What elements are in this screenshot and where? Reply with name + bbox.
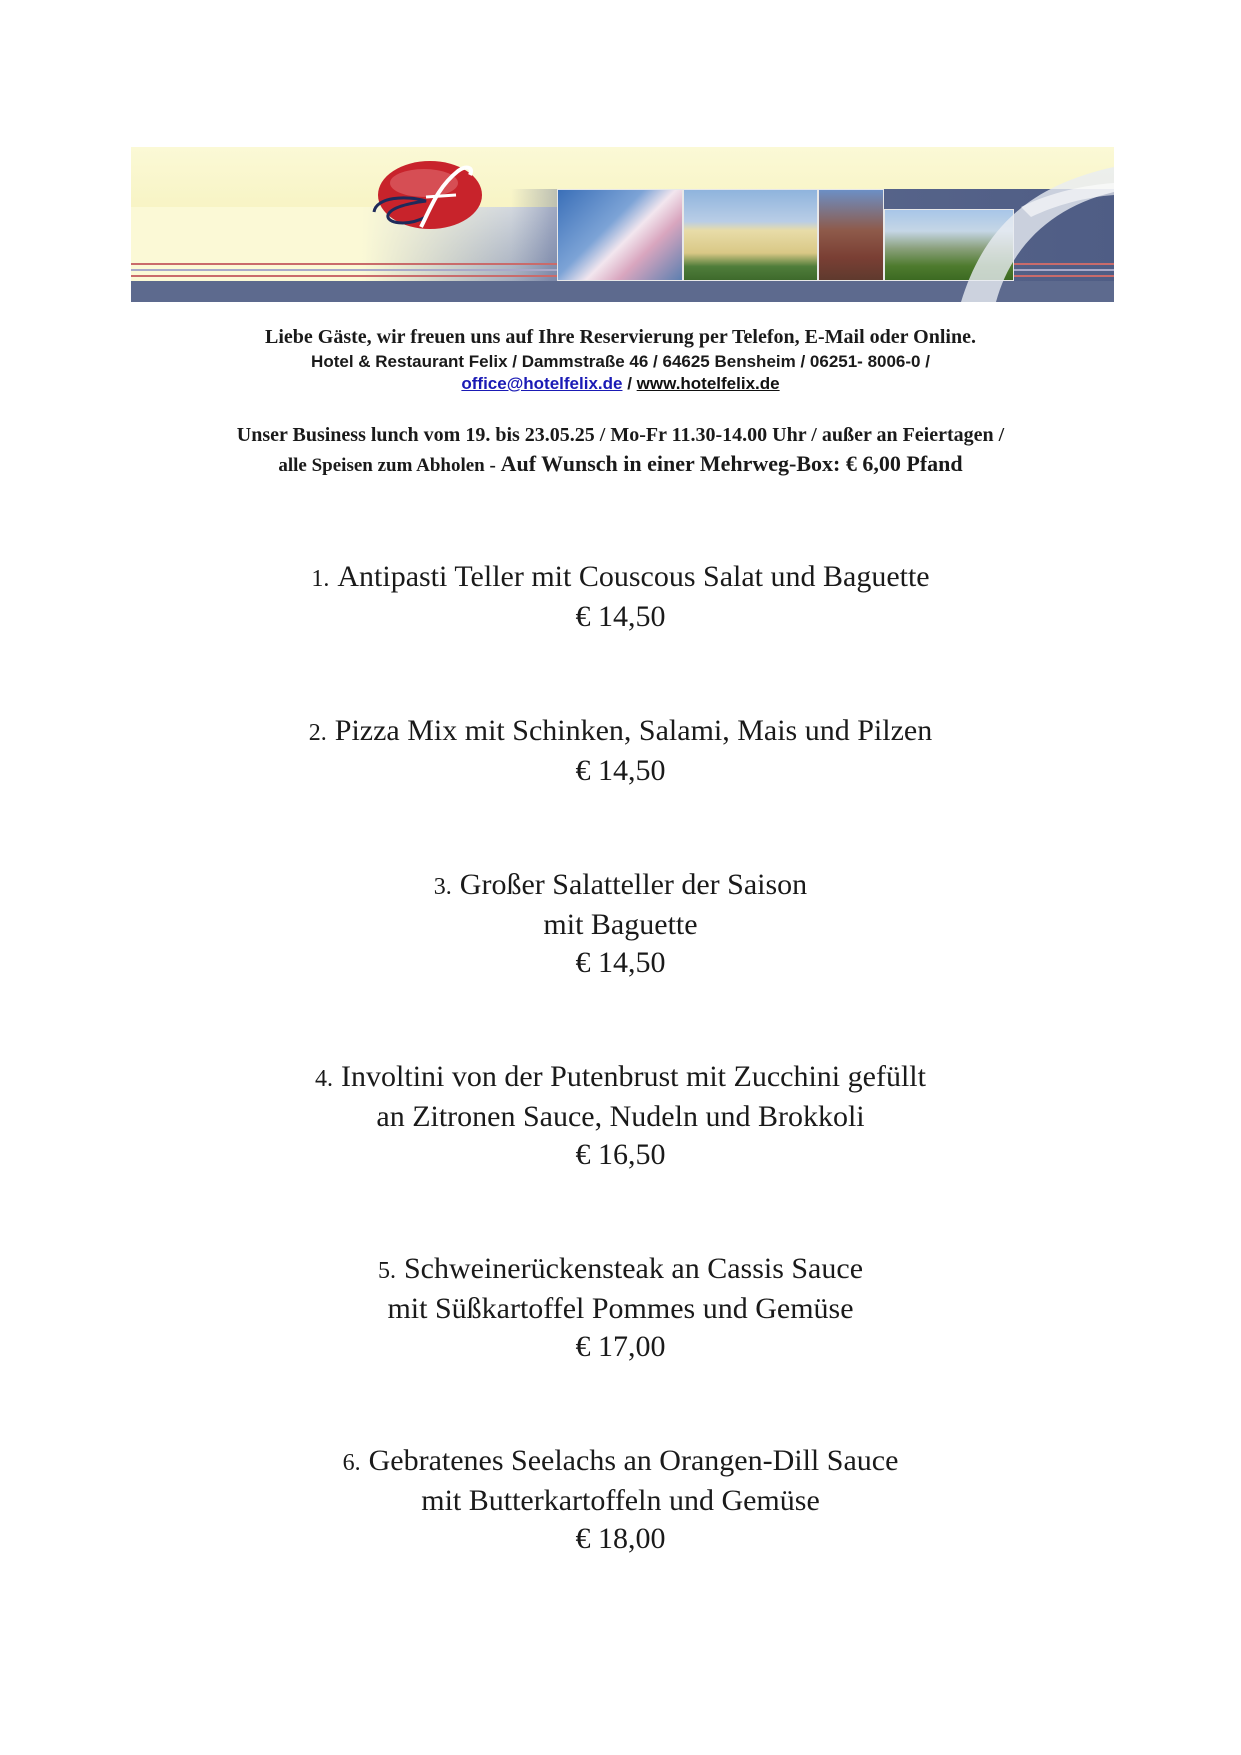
blossom-photo (557, 189, 683, 281)
business-lunch-info: Unser Business lunch vom 19. bis 23.05.25 / Mo-Fr 11.30-14.00 Uhr / außer an Feiertagen / (236, 424, 1005, 446)
pickup-text: alle Speisen zum Abholen - (278, 455, 501, 476)
menu-item (0, 558, 1241, 636)
link-separator: / (622, 374, 637, 393)
swoosh-graphic (901, 147, 1114, 302)
dish-price: € 14,50 (575, 754, 666, 787)
dish-price: € 14,50 (575, 600, 666, 633)
statue-photo (818, 189, 884, 281)
felix-logo-icon (366, 157, 491, 237)
email-link[interactable]: office@hotelfelix.de (461, 374, 623, 393)
dish-name: Schweinerückensteak an Cassis Sauce (403, 1252, 864, 1285)
menu-item (0, 1250, 1241, 1366)
item-number: 5. (377, 1258, 396, 1284)
item-number: 3. (433, 874, 452, 900)
website-link[interactable]: www.hotelfelix.de (636, 374, 780, 393)
dish-price: € 17,00 (575, 1330, 666, 1363)
item-number: 6. (342, 1450, 361, 1476)
item-number: 4. (315, 1066, 334, 1092)
dish-price: € 16,50 (575, 1138, 666, 1171)
menu-item (0, 1058, 1241, 1174)
greeting-text: Liebe Gäste, wir freuen uns auf Ihre Reservierung per Telefon, E-Mail oder Online. (265, 326, 976, 348)
dish-name: Großer Salatteller der Saison (459, 868, 808, 901)
item-number: 1. (311, 566, 330, 592)
dish-price: € 14,50 (575, 946, 666, 979)
menu-item (0, 1442, 1241, 1558)
menu-item (0, 712, 1241, 790)
item-number: 2. (308, 720, 327, 746)
contact-links (0, 374, 1241, 394)
hotel-building-photo (683, 189, 818, 281)
dish-side: an Zitronen Sauce, Nudeln und Brokkoli (376, 1100, 865, 1133)
dish-side: mit Butterkartoffeln und Gemüse (421, 1484, 820, 1517)
dish-side: mit Süßkartoffel Pommes und Gemüse (387, 1292, 854, 1325)
menu-item (0, 866, 1241, 982)
dish-price: € 18,00 (575, 1522, 666, 1555)
dish-name: Antipasti Teller mit Couscous Salat und Baguette (337, 560, 930, 593)
dish-name: Gebratenes Seelachs an Orangen-Dill Sauce (368, 1444, 899, 1477)
mehrweg-box-text: Auf Wunsch in einer Mehrweg-Box: € 6,00 Pfand (500, 451, 963, 476)
hotel-address: Hotel & Restaurant Felix / Dammstraße 46 / 64625 Bensheim / 06251- 8006-0 / (311, 352, 930, 371)
dish-name: Pizza Mix mit Schinken, Salami, Mais und Pilzen (334, 714, 933, 747)
header-banner (131, 147, 1114, 302)
dish-side: mit Baguette (543, 908, 698, 941)
dish-name: Involtini von der Putenbrust mit Zucchini gefüllt (341, 1060, 926, 1093)
pickup-info (0, 451, 1241, 477)
